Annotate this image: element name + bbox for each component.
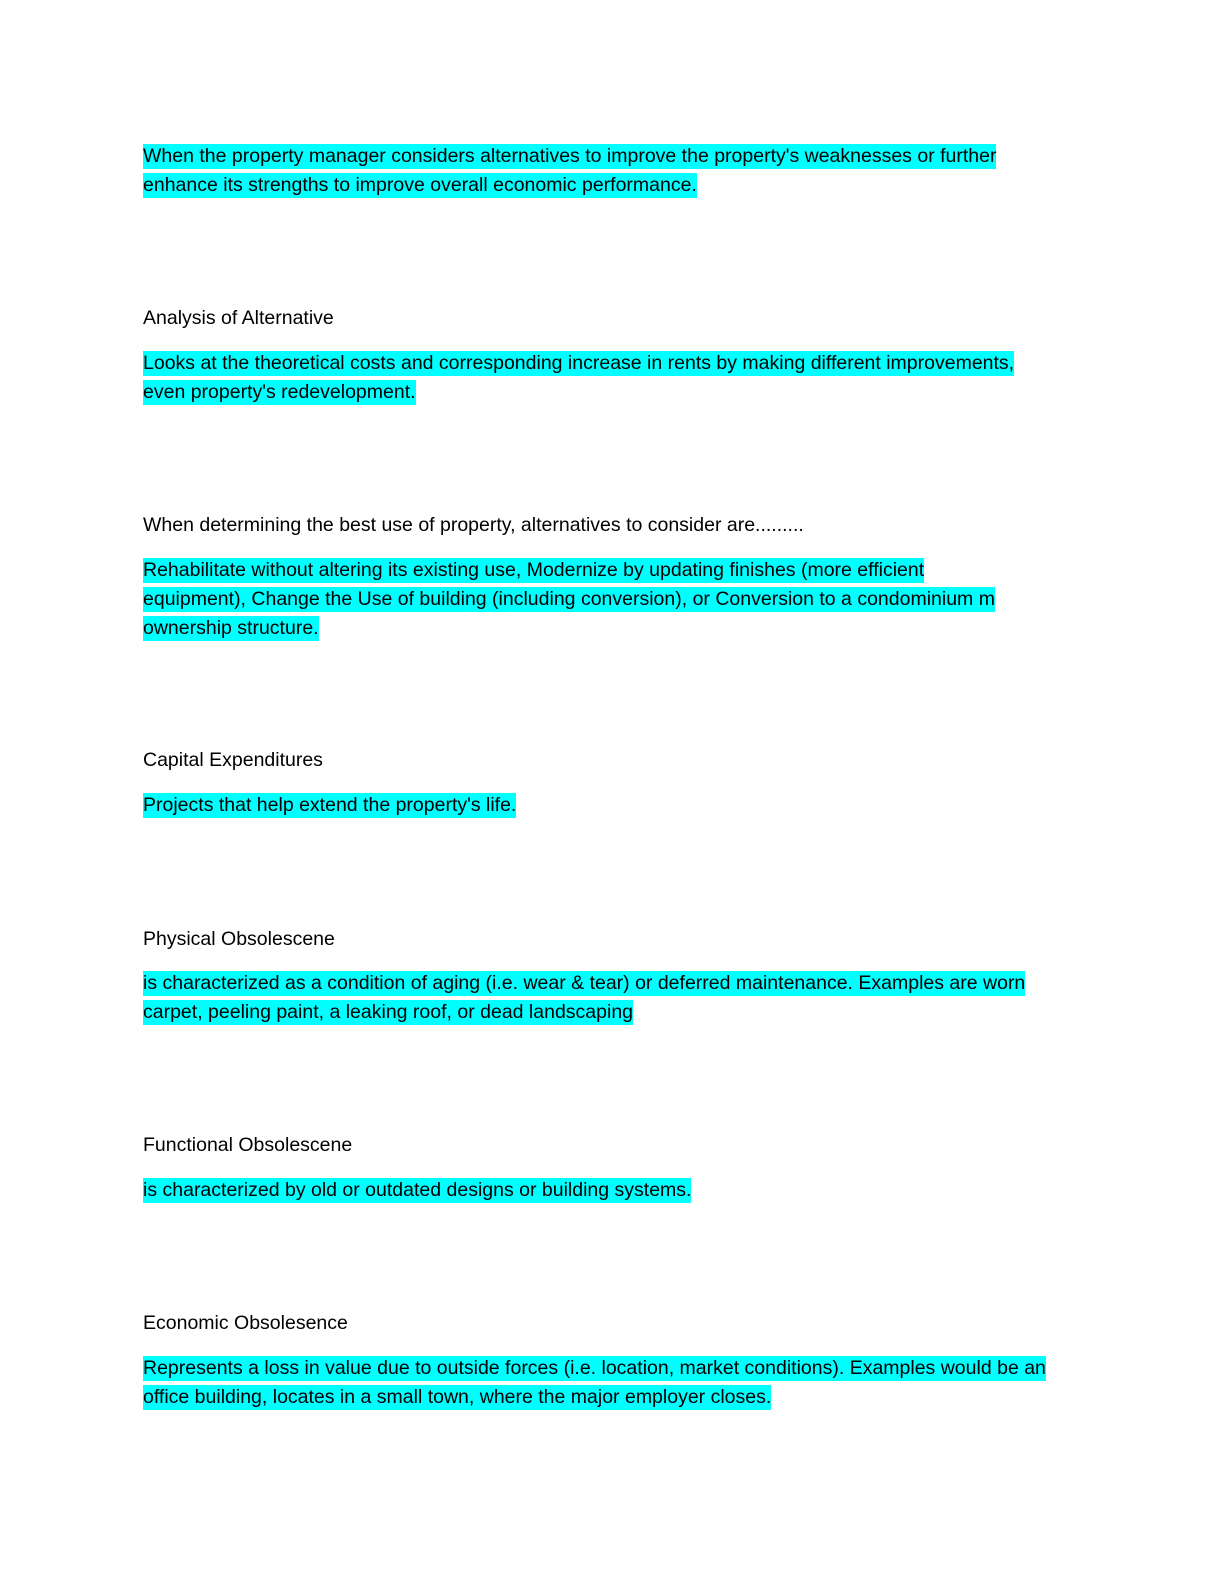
definition-text: is characterized by old or outdated designs or building systems. [143,1179,692,1201]
term-label: When determining the best use of property, alternatives to consider are......... [143,514,804,536]
definition-text: Represents a loss in value due to outside forces (i.e. location, market conditions). Examples would be an office building, locates in a small town, where the major employer closes. [143,1357,1046,1408]
definition-block [143,142,1043,200]
definition-text: Looks at the theoretical costs and corresponding increase in rents by making different improvements, even property's redevelopment. [143,352,1015,403]
term-label: Economic Obsolesence [143,1312,348,1334]
definition-block [143,1354,1078,1412]
definition-text: is characterized as a condition of aging (i.e. wear & tear) or deferred maintenance. Examples are worn carpet, peeling paint, a leaking roof, or dead landscaping [143,972,1026,1023]
term-label: Physical Obsolescene [143,928,335,950]
definition-text: Projects that help extend the property's life. [143,794,517,816]
definition-block [143,791,1073,820]
definition-block [143,349,1053,407]
term-label: Analysis of Alternative [143,307,334,329]
definition-block [143,1176,1073,1205]
term-label: Capital Expenditures [143,749,323,771]
definition-text: When the property manager considers alternatives to improve the property's weaknesses or further enhance its strengths to improve overall economic performance. [143,145,997,196]
definition-block [143,969,1053,1027]
term-label: Functional Obsolescene [143,1134,353,1156]
definition-block [143,556,1018,643]
definition-text: Rehabilitate without altering its existing use, Modernize by updating finishes (more efficient equipment), Change the Use of building (including conversion), or Conversion to a condominium m ownership structure. [143,559,995,639]
